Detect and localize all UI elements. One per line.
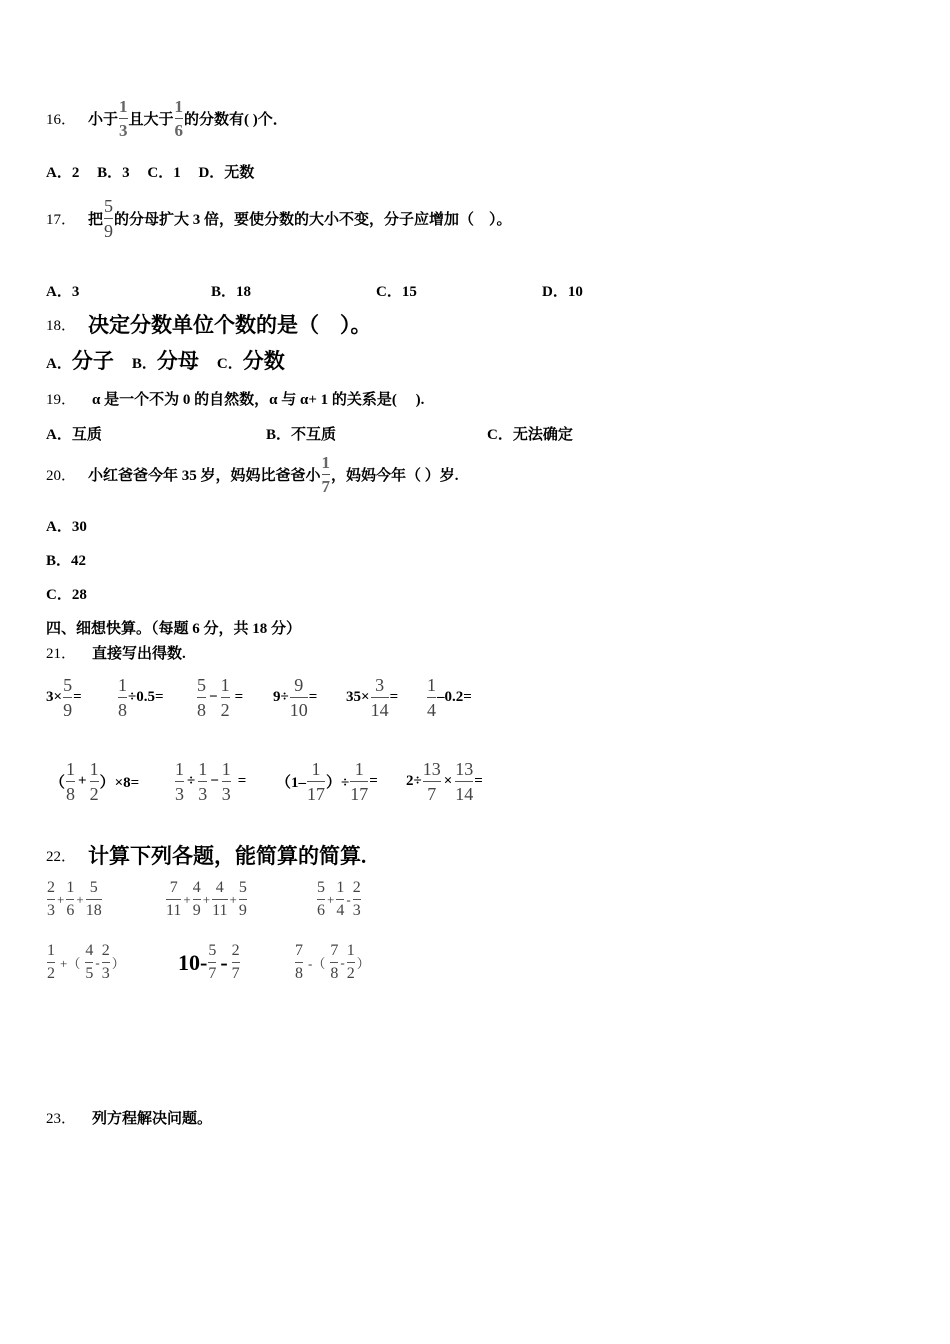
expression: $\frac{1}{2}$ +（ $\frac{4}{5}$ - $\frac{2}{3}$ ） — [47, 942, 125, 982]
option-d[interactable]: D．10 — [542, 284, 583, 300]
fraction: $\frac{1}{3}$ — [119, 96, 128, 140]
expression: 3× $\frac{5}{9}$ = — [46, 675, 82, 720]
option-c[interactable]: C．无法确定 — [487, 427, 573, 443]
option-b[interactable]: B．不互质 — [266, 427, 337, 443]
expression: 9÷ $\frac{9}{10}$ = — [273, 675, 318, 720]
question-number: 16． — [46, 111, 77, 128]
question-number: 22． — [46, 848, 77, 865]
expression: $\frac{1}{8}$ ÷0.5= — [118, 675, 164, 720]
question-number: 17． — [46, 211, 77, 228]
section-title: 四、细想快算。（每题 6 分，共 18 分） — [46, 621, 302, 637]
question-text: 决定分数单位个数的是（ ）。 — [88, 313, 372, 337]
question-text: 小红爸爸今年 35 岁，妈妈比爸爸小 — [88, 467, 321, 484]
expression: 2÷ $\frac{13}{7}$ × $\frac{13}{14}$ = — [406, 759, 483, 804]
question-number: 18． — [46, 317, 77, 334]
option-b[interactable]: B．分母 — [131, 349, 199, 373]
option-b[interactable]: B．3 — [97, 165, 130, 181]
question-text: 的分数有( )个． — [184, 111, 288, 128]
expression: $\frac{5}{6}$ + $\frac{1}{4}$ - $\frac{2}{3}$ — [317, 879, 361, 919]
question-16 — [46, 96, 288, 140]
option-b[interactable]: B．42 — [46, 553, 87, 569]
question-20 — [46, 450, 459, 498]
option-a[interactable]: A．互质 — [46, 427, 102, 443]
option-a[interactable]: A．3 — [46, 284, 80, 300]
expression: $\frac{2}{3}$ + $\frac{1}{6}$ + $\frac{5}{18}$ — [47, 879, 102, 919]
expression: 35× $\frac{3}{14}$ = — [346, 675, 399, 720]
option-a[interactable]: A．2 — [46, 165, 80, 181]
question-text: ，妈妈今年（ ）岁. — [331, 467, 459, 484]
question-22 — [46, 840, 366, 870]
question-18 — [46, 309, 372, 339]
question-text: 计算下列各题，能简算的简算. — [88, 844, 367, 868]
option-c[interactable]: C．分数 — [216, 349, 285, 373]
expression: $\frac{7}{8}$ -（ $\frac{7}{8}$ - $\frac{1}{2}$ ） — [295, 942, 370, 982]
question-text: 小于 — [88, 111, 119, 128]
question-text: 列方程解决问题。 — [92, 1111, 213, 1127]
options-18 — [46, 345, 285, 375]
question-number: 21． — [46, 646, 77, 662]
question-21 — [46, 642, 186, 663]
question-17 — [46, 194, 512, 242]
expression: （ $\frac{1}{8}$ + $\frac{1}{2}$ ）×8= — [50, 759, 140, 804]
question-19 — [46, 388, 424, 409]
option-d[interactable]: D．无数 — [198, 165, 255, 181]
option-a[interactable]: A．30 — [46, 519, 87, 535]
options-16 — [46, 161, 254, 182]
question-number: 19． — [46, 392, 77, 408]
question-text: 把 — [88, 211, 104, 228]
expression: $\frac{1}{4}$ –0.2= — [427, 675, 472, 720]
question-text: α 是一个不为 0 的自然数，α 与 α+ 1 的关系是( ). — [92, 392, 425, 408]
option-a[interactable]: A．分子 — [46, 349, 114, 373]
option-c[interactable]: C．1 — [147, 165, 181, 181]
question-text: 的分母扩大 3 倍，要使分数的大小不变，分子应增加（ ）。 — [114, 211, 512, 228]
option-c[interactable]: C．15 — [376, 284, 417, 300]
expression: $\frac{7}{11}$ + $\frac{4}{9}$ + $\frac{4}{11}$ + $\frac{5}{9}$ — [166, 879, 247, 919]
expression: （1– $\frac{1}{17}$ ）÷ $\frac{1}{17}$ = — [276, 759, 378, 804]
expression: $\frac{1}{3}$ ÷ $\frac{1}{3}$ − $\frac{1}{3}$ = — [175, 759, 247, 804]
fraction: $\frac{5}{9}$ — [104, 195, 114, 241]
option-c[interactable]: C．28 — [46, 587, 87, 603]
option-b[interactable]: B．18 — [211, 284, 252, 300]
question-text: 且大于 — [128, 111, 174, 128]
fraction: $\frac{1}{6}$ — [174, 96, 184, 140]
question-text: 直接写出得数. — [92, 646, 186, 662]
fraction: $\frac{1}{7}$ — [321, 452, 331, 496]
expression: $\frac{5}{8}$ − $\frac{1}{2}$ = — [197, 675, 244, 720]
question-number: 23． — [46, 1111, 77, 1127]
expression: 10- $\frac{5}{7}$ - $\frac{2}{7}$ — [178, 942, 240, 982]
question-number: 20． — [46, 467, 77, 484]
question-23 — [46, 1107, 212, 1128]
